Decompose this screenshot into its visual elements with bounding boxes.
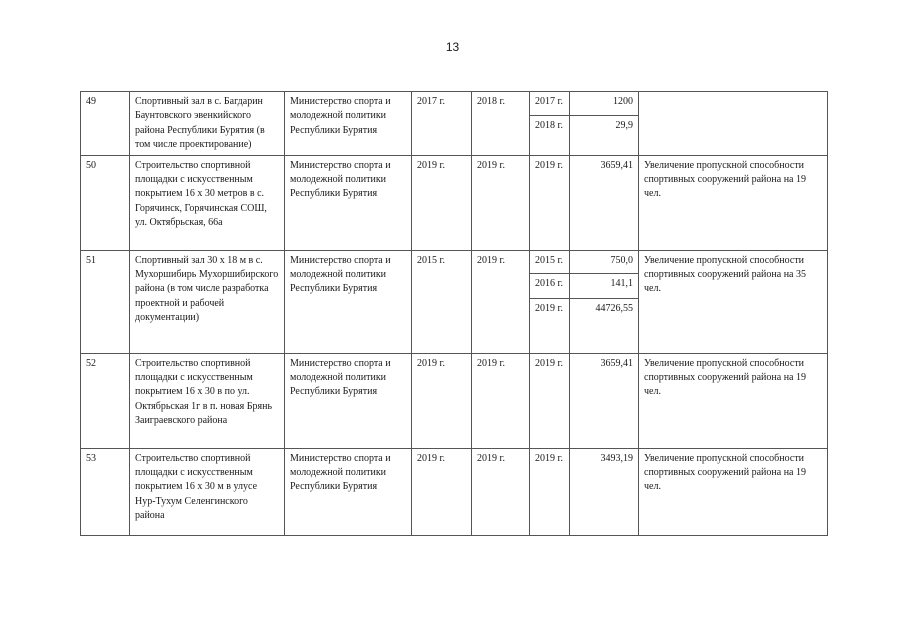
start-year: 2017 г.: [412, 92, 472, 156]
funding-amount: 29,9: [570, 116, 639, 156]
object-name: Строительство спортивной площадки с искусственным покрытием 16 х 30 метров в с. Горячинск, Горячинская СОШ, ул. Октябрьская, 66а: [130, 155, 285, 250]
object-name: Строительство спортивной площадки с искусственным покрытием 16 х 30 м в улусе Нур-Тухум Селенгинского района: [130, 448, 285, 535]
funding-year: 2019 г.: [530, 298, 570, 353]
end-year: 2019 г.: [472, 448, 530, 535]
table-row: [81, 448, 828, 535]
funding-amount: 750,0: [570, 250, 639, 273]
funding-year: 2015 г.: [530, 250, 570, 273]
start-year: 2019 г.: [412, 448, 472, 535]
responsible-ministry: Министерство спорта и молодежной политики Республики Бурятия: [285, 92, 412, 156]
object-name: Строительство спортивной площадки с искусственным покрытием 16 х 30 в по ул. Октябрьская 1г в п. новая Брянь Заиграевского района: [130, 353, 285, 448]
row-number: 51: [81, 250, 130, 353]
funding-year: 2019 г.: [530, 353, 570, 448]
object-name: Спортивный зал в с. Багдарин Баунтовского эвенкийского района Республики Бурятия (в том числе проектирование): [130, 92, 285, 156]
start-year: 2015 г.: [412, 250, 472, 353]
expected-result: Увеличение пропускной способности спортивных сооружений района на 19 чел.: [639, 155, 828, 250]
funding-amount: 44726,55: [570, 298, 639, 353]
table-row: [81, 155, 828, 250]
funding-amount: 3659,41: [570, 155, 639, 250]
funding-amount: 3493,19: [570, 448, 639, 535]
projects-table: [80, 91, 828, 536]
funding-year: 2019 г.: [530, 155, 570, 250]
responsible-ministry: Министерство спорта и молодежной политики Республики Бурятия: [285, 155, 412, 250]
table-row: [81, 250, 828, 273]
table-row: [81, 92, 828, 116]
funding-year: 2017 г.: [530, 92, 570, 116]
responsible-ministry: Министерство спорта и молодежной политики Республики Бурятия: [285, 448, 412, 535]
end-year: 2018 г.: [472, 92, 530, 156]
funding-amount: 141,1: [570, 273, 639, 298]
expected-result: [639, 92, 828, 156]
end-year: 2019 г.: [472, 250, 530, 353]
responsible-ministry: Министерство спорта и молодежной политики Республики Бурятия: [285, 250, 412, 353]
start-year: 2019 г.: [412, 353, 472, 448]
end-year: 2019 г.: [472, 353, 530, 448]
funding-year: 2019 г.: [530, 448, 570, 535]
responsible-ministry: Министерство спорта и молодежной политики Республики Бурятия: [285, 353, 412, 448]
row-number: 50: [81, 155, 130, 250]
row-number: 53: [81, 448, 130, 535]
row-number: 49: [81, 92, 130, 156]
table-row: [81, 353, 828, 448]
funding-year: 2016 г.: [530, 273, 570, 298]
row-number: 52: [81, 353, 130, 448]
expected-result: Увеличение пропускной способности спортивных сооружений района на 19 чел.: [639, 353, 828, 448]
funding-year: 2018 г.: [530, 116, 570, 156]
page-number: 13: [445, 40, 460, 54]
object-name: Спортивный зал 30 х 18 м в с. Мухоршибирь Мухоршибирского района (в том числе разработка проектной и рабочей документации): [130, 250, 285, 353]
expected-result: Увеличение пропускной способности спортивных сооружений района на 35 чел.: [639, 250, 828, 353]
funding-amount: 1200: [570, 92, 639, 116]
expected-result: Увеличение пропускной способности спортивных сооружений района на 19 чел.: [639, 448, 828, 535]
funding-amount: 3659,41: [570, 353, 639, 448]
end-year: 2019 г.: [472, 155, 530, 250]
start-year: 2019 г.: [412, 155, 472, 250]
